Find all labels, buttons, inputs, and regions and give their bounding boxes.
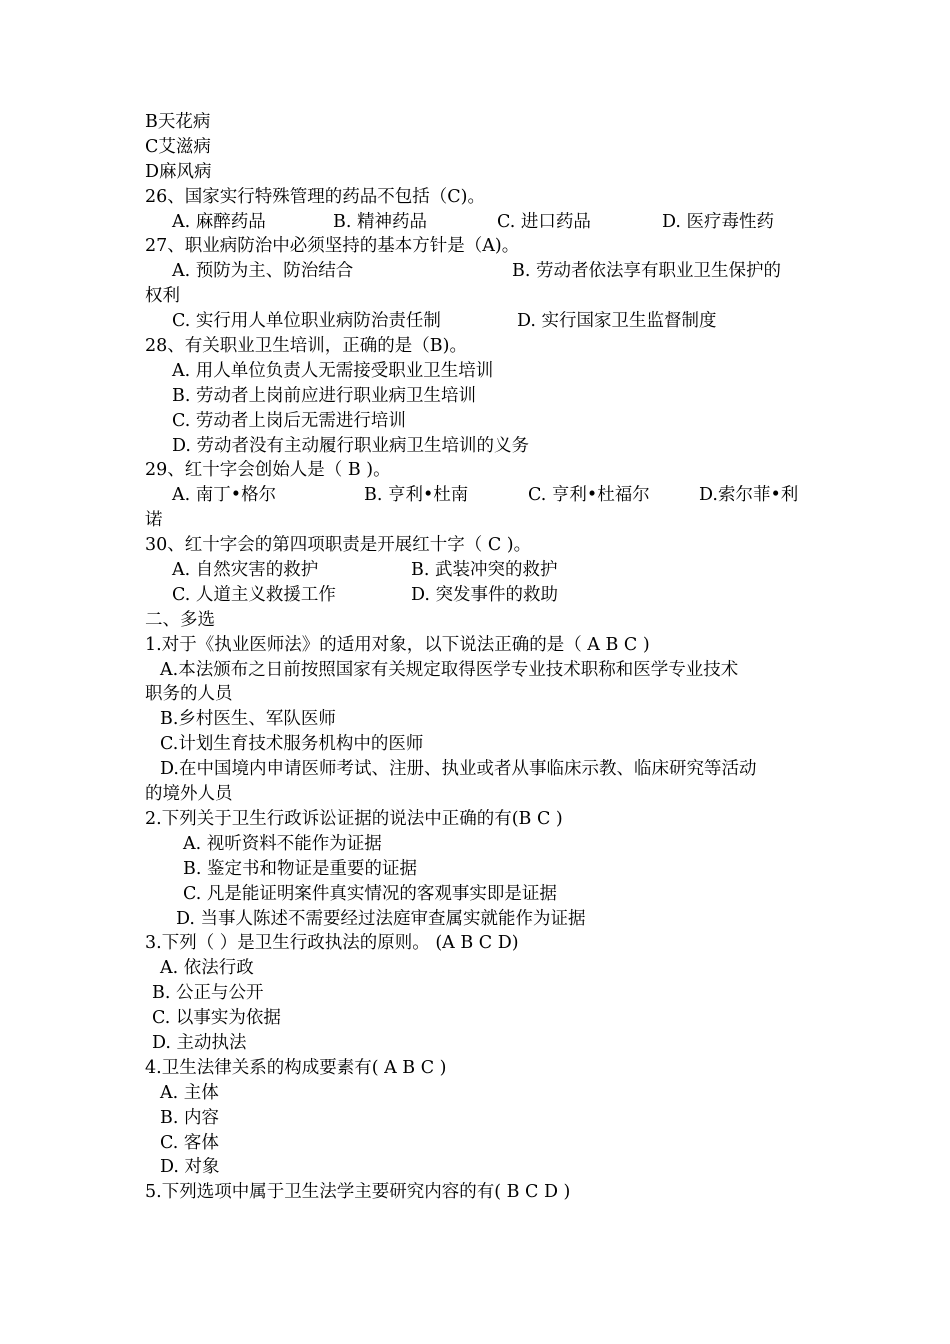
text-line xyxy=(0,309,950,334)
text-segment: 26、国家实行特殊管理的药品不包括（C)。 xyxy=(145,186,485,207)
text-line xyxy=(0,1131,950,1156)
text-line xyxy=(0,857,950,882)
text-line xyxy=(0,807,950,832)
text-segment: 28、有关职业卫生培训，正确的是（B)。 xyxy=(145,336,467,357)
text-segment: D. 劳动者没有主动履行职业病卫生培训的义务 xyxy=(172,435,530,456)
text-line xyxy=(0,981,950,1006)
text-line xyxy=(0,284,950,309)
text-segment: D. 当事人陈述不需要经过法庭审查属实就能作为证据 xyxy=(176,908,586,929)
text-line xyxy=(0,633,950,658)
text-segment: 5.下列选项中属于卫生法学主要研究内容的有( B C D ) xyxy=(145,1182,571,1203)
text-line xyxy=(0,707,950,732)
text-line xyxy=(0,160,950,185)
text-line xyxy=(0,832,950,857)
text-line xyxy=(0,359,950,384)
text-segment: D.在中国境内申请医师考试、注册、执业或者从事临床示教、临床研究等活动 xyxy=(160,759,757,780)
text-segment: B. 劳动者依法享有职业卫生保护的 xyxy=(512,261,781,282)
text-segment: D. 突发事件的救助 xyxy=(411,584,559,605)
text-line xyxy=(0,608,950,633)
text-line xyxy=(0,234,950,259)
text-segment: C. 劳动者上岗后无需进行培训 xyxy=(172,410,406,431)
text-line xyxy=(0,1056,950,1081)
text-segment: 职务的人员 xyxy=(145,684,233,705)
text-line xyxy=(0,956,950,981)
text-segment: A. 预防为主、防治结合 xyxy=(172,261,354,282)
text-line xyxy=(0,558,950,583)
text-segment: B.乡村医生、军队医师 xyxy=(160,709,336,730)
text-segment: A. 南丁•格尔 xyxy=(172,485,277,506)
text-segment: B. 劳动者上岗前应进行职业病卫生培训 xyxy=(172,385,476,406)
text-segment: B天花病 xyxy=(145,112,211,132)
text-segment: B. 亨利•杜南 xyxy=(364,485,469,506)
text-segment: B. 公正与公开 xyxy=(152,983,264,1004)
text-line xyxy=(0,508,950,533)
text-segment: C.计划生育技术服务机构中的医师 xyxy=(160,734,424,755)
text-line xyxy=(0,334,950,359)
text-line xyxy=(0,483,950,508)
text-line xyxy=(0,533,950,558)
text-line xyxy=(0,259,950,284)
text-line xyxy=(0,185,950,210)
text-segment: 30、红十字会的第四项职责是开展红十字（ C )。 xyxy=(145,535,532,556)
text-segment: B. 鉴定书和物证是重要的证据 xyxy=(183,858,417,879)
text-segment: 27、职业病防治中必须坚持的基本方针是（A)。 xyxy=(145,236,520,257)
text-segment: 29、红十字会创始人是（ B )。 xyxy=(145,460,391,481)
text-segment: 4.卫生法律关系的构成要素有( A B C ) xyxy=(145,1057,447,1078)
text-line xyxy=(0,1155,950,1180)
text-segment: A. 依法行政 xyxy=(160,958,254,979)
text-segment: D. 主动执法 xyxy=(152,1032,247,1053)
text-segment: A. 麻醉药品 xyxy=(172,211,266,232)
text-line xyxy=(0,1106,950,1131)
text-segment: A.本法颁布之日前按照国家有关规定取得医学专业技术职称和医学专业技术 xyxy=(160,659,739,680)
document-page xyxy=(0,110,950,1205)
text-segment: C. 亨利•杜福尔 xyxy=(528,485,650,506)
text-segment: A. 用人单位负责人无需接受职业卫生培训 xyxy=(172,360,494,381)
text-segment: A. 主体 xyxy=(160,1082,219,1103)
text-line xyxy=(0,434,950,459)
text-segment: C. 以事实为依据 xyxy=(152,1008,281,1029)
text-line xyxy=(0,907,950,932)
text-segment: C艾滋病 xyxy=(145,136,211,157)
text-segment: C. 进口药品 xyxy=(497,211,591,232)
text-segment: D. 实行国家卫生监督制度 xyxy=(517,311,717,332)
text-line xyxy=(0,931,950,956)
text-segment: 权利 xyxy=(145,286,180,307)
text-line xyxy=(0,757,950,782)
text-segment: B. 精神药品 xyxy=(333,211,427,232)
text-segment: A. 自然灾害的救护 xyxy=(172,560,319,581)
text-line xyxy=(0,782,950,807)
text-segment: 2.下列关于卫生行政诉讼证据的说法中正确的有(B C ) xyxy=(145,808,563,829)
text-line xyxy=(0,409,950,434)
text-line xyxy=(0,384,950,409)
text-segment: 诺 xyxy=(145,510,163,531)
text-segment: D. 对象 xyxy=(160,1157,220,1178)
text-segment: C. 客体 xyxy=(160,1132,219,1153)
text-segment: D.索尔菲•利 xyxy=(699,485,799,506)
text-segment: B. 内容 xyxy=(160,1107,219,1128)
text-line xyxy=(0,210,950,235)
text-segment: D麻风病 xyxy=(145,161,212,182)
text-segment: 1.对于《执业医师法》的适用对象，以下说法正确的是（ A B C ) xyxy=(145,634,650,655)
text-line xyxy=(0,732,950,757)
text-segment: C. 人道主义救援工作 xyxy=(172,584,336,605)
text-line xyxy=(0,135,950,160)
text-line xyxy=(0,110,950,135)
text-segment: C. 实行用人单位职业病防治责任制 xyxy=(172,311,441,332)
text-line xyxy=(0,1006,950,1031)
text-segment: 3.下列（ ）是卫生行政执法的原则。 (A B C D) xyxy=(145,933,519,954)
text-line xyxy=(0,882,950,907)
text-segment: D. 医疗毒性药 xyxy=(662,211,775,232)
text-line xyxy=(0,682,950,707)
text-segment: 的境外人员 xyxy=(145,784,233,805)
text-line xyxy=(0,583,950,608)
text-segment: A. 视听资料不能作为证据 xyxy=(183,833,382,854)
text-segment: 二、多选 xyxy=(145,609,215,630)
text-line xyxy=(0,658,950,683)
text-line xyxy=(0,1081,950,1106)
text-line xyxy=(0,1180,950,1205)
text-line xyxy=(0,1031,950,1056)
text-segment: B. 武装冲突的救护 xyxy=(411,560,558,581)
text-line xyxy=(0,458,950,483)
text-segment: C. 凡是能证明案件真实情况的客观事实即是证据 xyxy=(183,883,557,904)
